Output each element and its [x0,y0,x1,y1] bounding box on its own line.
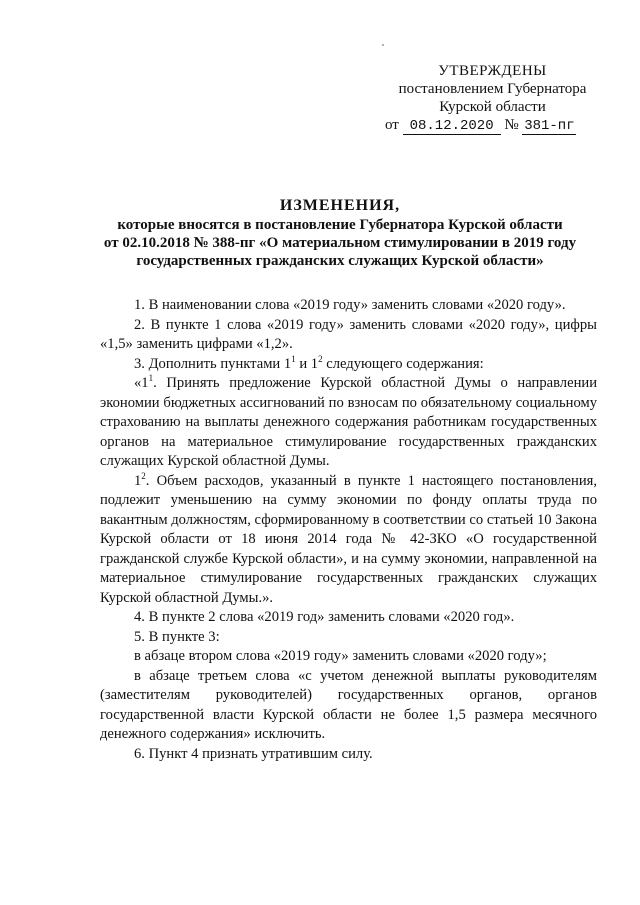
approval-date: 08.12.2020 [403,119,501,135]
paragraph-4 [100,374,597,472]
paragraph-8: в абзаце втором слова «2019 году» заменить словами «2020 году»; [134,648,547,664]
paragraph-4-text-b: . Принять предложение Курской областной Думы о направлении экономии бюджетных ассигнований по взносам по обязательному социальному страхованию на выплаты денежного содержания работникам государственных органов на материальное стимулирование государственных гражданских служащих Курской областной Думы. [100,375,597,469]
paragraph-5 [100,472,597,609]
heading-main: ИЗМЕНЕНИЯ, [279,197,401,214]
heading-line-3: государственных гражданских служащих Курской области» [136,253,544,269]
paragraph-5-sup: 2 [141,470,146,481]
document-body [100,296,597,764]
paragraph-2: 2. В пункте 1 слова «2019 году» заменить словами «2020 году», цифры «1,5» заменить цифрами «1,2». [100,316,597,352]
scan-speck [382,44,384,46]
paragraph-3-text-b: и 1 [295,355,319,372]
approval-date-line [385,116,600,135]
paragraph-4-sup: 1 [148,373,154,383]
date-prefix: от [385,117,399,133]
paragraph-10: 6. Пункт 4 признать утратившим силу. [134,745,373,762]
approval-stamp [385,62,600,135]
number-prefix: № [504,117,519,133]
paragraph-5-text-b: . Объем расходов, указанный в пункте 1 настоящего постановления, подлежит уменьшению на сумму экономии по фонду оплаты труда по вакантным должностям, сформированному в соответствии со статьей 10 Закона Курской области от 18 июня 2014 года № 42-ЗКО «О государственной гражданской службе Курской области», и на сумму экономии, направленной на материальное стимулирование государственных гражданских служащих Курской областной Думы.». [100,472,597,606]
approval-line-1: постановлением Губернатора [398,81,587,97]
paragraph-6: 4. В пункте 2 слова «2019 год» заменить словами «2020 год». [134,609,515,625]
paragraph-7: 5. В пункте 3: [134,628,220,645]
paragraph-3-text-c: следующего содержания: [322,355,484,372]
paragraph-1: 1. В наименовании слова «2019 году» заменить словами «2020 году». [134,297,566,313]
document-heading [70,197,610,270]
approval-title: УТВЕРЖДЕНЫ [438,63,547,79]
paragraph-3-sup-1: 1 [291,353,296,364]
paragraph-9: в абзаце третьем слова «с учетом денежной выплаты руководителям (заместителям руководителей) государственных органов, органов государственной власти Курской области не более 1,5 размера месячного денежного содержания» исключить. [100,667,597,742]
paragraph-5-text-a: 1 [134,472,142,489]
heading-line-1: которые вносятся в постановление Губернатора Курской области [117,217,563,233]
paragraph-3 [100,355,597,375]
approval-number: 381-пг [524,118,575,134]
heading-line-2: от 02.10.2018 № 388-пг «О материальном стимулировании в 2019 году [103,235,577,251]
paragraph-3-sup-2: 2 [318,353,323,364]
approval-line-2: Курской области [439,99,546,115]
paragraph-3-text-a: 3. Дополнить пунктами 1 [134,355,292,372]
paragraph-4-text-a: «1 [134,375,149,391]
